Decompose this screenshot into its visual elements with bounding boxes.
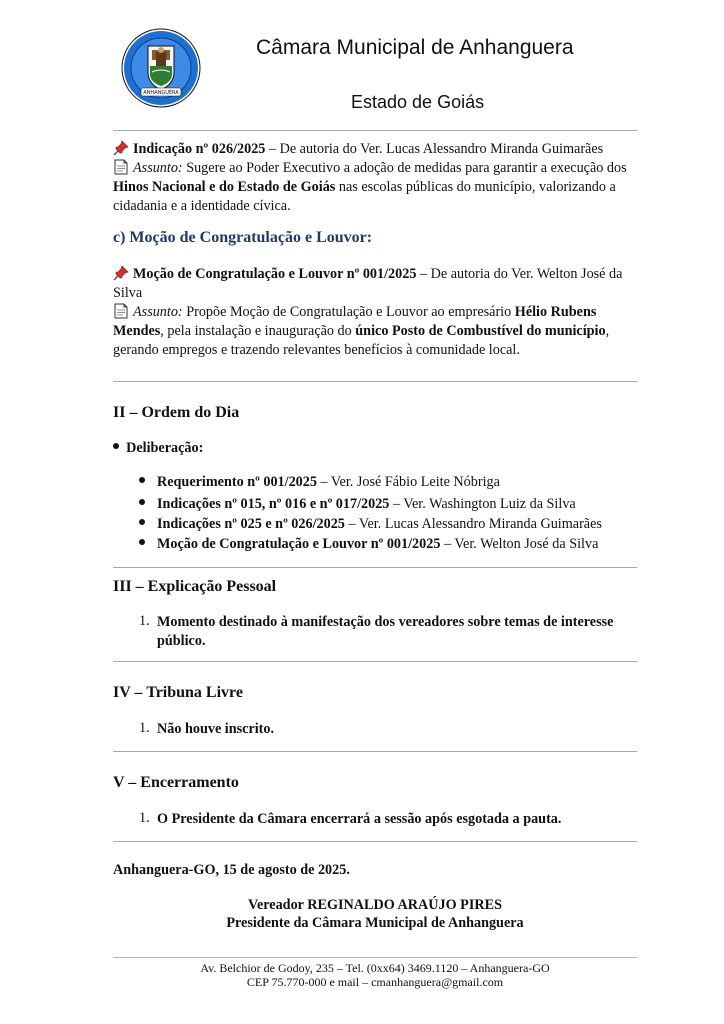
ordem-list-item <box>139 516 602 533</box>
mocao-ref: Moção de Congratulação e Louvor nº 001/2025 <box>133 266 417 282</box>
ordem-item-author: – Ver. Lucas Alessandro Miranda Guimarães <box>344 516 602 532</box>
indicacao-ref: Indicação nº 026/2025 <box>133 141 266 157</box>
deliberacao-label: Deliberação: <box>126 440 204 456</box>
bullet-dot <box>139 477 145 483</box>
ordem-item-ref: Moção de Congratulação e Louvor nº 001/2025 <box>157 536 441 552</box>
logo-banner-text: ANHANGUERA <box>143 90 179 96</box>
bullet-dot <box>139 519 145 525</box>
section-divider <box>113 567 637 568</box>
mocao-text-bold-posto: único Posto de Combustível do município <box>355 323 606 339</box>
mocao-text-end: , gerando empregos e trazendo relevantes benefícios à comunidade local. <box>113 323 610 358</box>
signatory-role: Presidente da Câmara Municipal de Anhanguera <box>226 915 524 931</box>
municipal-seal-logo <box>121 28 201 108</box>
header-divider <box>113 130 637 131</box>
explicacao-heading: III – Explicação Pessoal <box>113 578 277 595</box>
explicacao-text: Momento destinado à manifestação dos vereadores sobre temas de interesse público. <box>157 614 614 649</box>
bullet-dot <box>139 539 145 545</box>
memo-icon <box>113 303 129 319</box>
ordem-list-item <box>139 536 599 553</box>
mocao-author: – De autoria do Ver. Welton José da Silva <box>113 266 623 301</box>
indicacao-block <box>113 140 637 216</box>
ordem-item-ref: Indicações nº 025 e nº 026/2025 <box>157 516 345 532</box>
bullet-dot <box>139 499 145 505</box>
ordem-heading: II – Ordem do Dia <box>113 404 240 421</box>
ordem-item-author: – Ver. Welton José da Silva <box>440 536 599 552</box>
place-date: Anhanguera-GO, 15 de agosto de 2025. <box>113 862 350 878</box>
memo-icon <box>113 159 129 175</box>
bullet-dot <box>113 443 119 449</box>
ordem-item-author: – Ver. Washington Luiz da Silva <box>389 496 576 512</box>
ordem-item-ref: Indicações nº 015, nº 016 e nº 017/2025 <box>157 496 390 512</box>
mocao-block <box>113 265 637 360</box>
indicacao-text-end: nas escolas públicas do município, valorizando a cidadania e a identidade cívica. <box>113 179 616 214</box>
footer-contact: CEP 75.770-000 e mail – cmanhanguera@gmail.com <box>246 975 504 989</box>
signatory-name: Vereador REGINALDO ARAÚJO PIRES <box>248 897 502 913</box>
mocao-text: Propõe Moção de Congratulação e Louvor ao empresário <box>182 304 515 320</box>
section-divider <box>113 381 637 382</box>
indicacao-text: Sugere ao Poder Executivo a adoção de medidas para garantir a execução dos <box>182 160 627 176</box>
tribuna-heading: IV – Tribuna Livre <box>113 684 243 701</box>
list-number: 1. <box>139 810 150 826</box>
section-c-heading: c) Moção de Congratulação e Louvor: <box>113 229 373 246</box>
mocao-text-mid: , pela instalação e inauguração do <box>160 323 356 339</box>
footer-address: Av. Belchior de Godoy, 235 – Tel. (0xx64) 3469.1120 – Anhanguera-GO <box>200 961 550 975</box>
mocao-assunto-label: Assunto: <box>133 304 183 320</box>
indicacao-assunto-label: Assunto: <box>133 160 183 176</box>
encerramento-text: O Presidente da Câmara encerrará a sessão após esgotada a pauta. <box>157 811 562 827</box>
ordem-list-item <box>139 496 576 513</box>
encerramento-heading: V – Encerramento <box>113 774 239 791</box>
pushpin-icon <box>113 265 129 281</box>
ordem-item-author: – Ver. José Fábio Leite Nóbriga <box>316 474 500 490</box>
list-number: 1. <box>139 613 150 629</box>
ordem-list-item <box>139 474 500 491</box>
state-subtitle: Estado de Goiás <box>351 92 485 112</box>
tribuna-text: Não houve inscrito. <box>157 721 275 737</box>
indicacao-author: – De autoria do Ver. Lucas Alessandro Miranda Guimarães <box>265 141 604 157</box>
ordem-item-ref: Requerimento nº 001/2025 <box>157 474 317 490</box>
section-divider <box>113 661 637 662</box>
deliberacao-item <box>113 440 203 457</box>
mocao-text-bold-name: Hélio Rubens Mendes <box>113 304 597 339</box>
pushpin-icon <box>113 140 129 156</box>
indicacao-text-bold: Hinos Nacional e do Estado de Goiás <box>113 179 336 195</box>
institution-title: Câmara Municipal de Anhanguera <box>256 36 574 59</box>
section-divider <box>113 751 637 752</box>
section-divider <box>113 841 637 842</box>
list-number: 1. <box>139 720 150 736</box>
footer-divider <box>113 957 637 958</box>
